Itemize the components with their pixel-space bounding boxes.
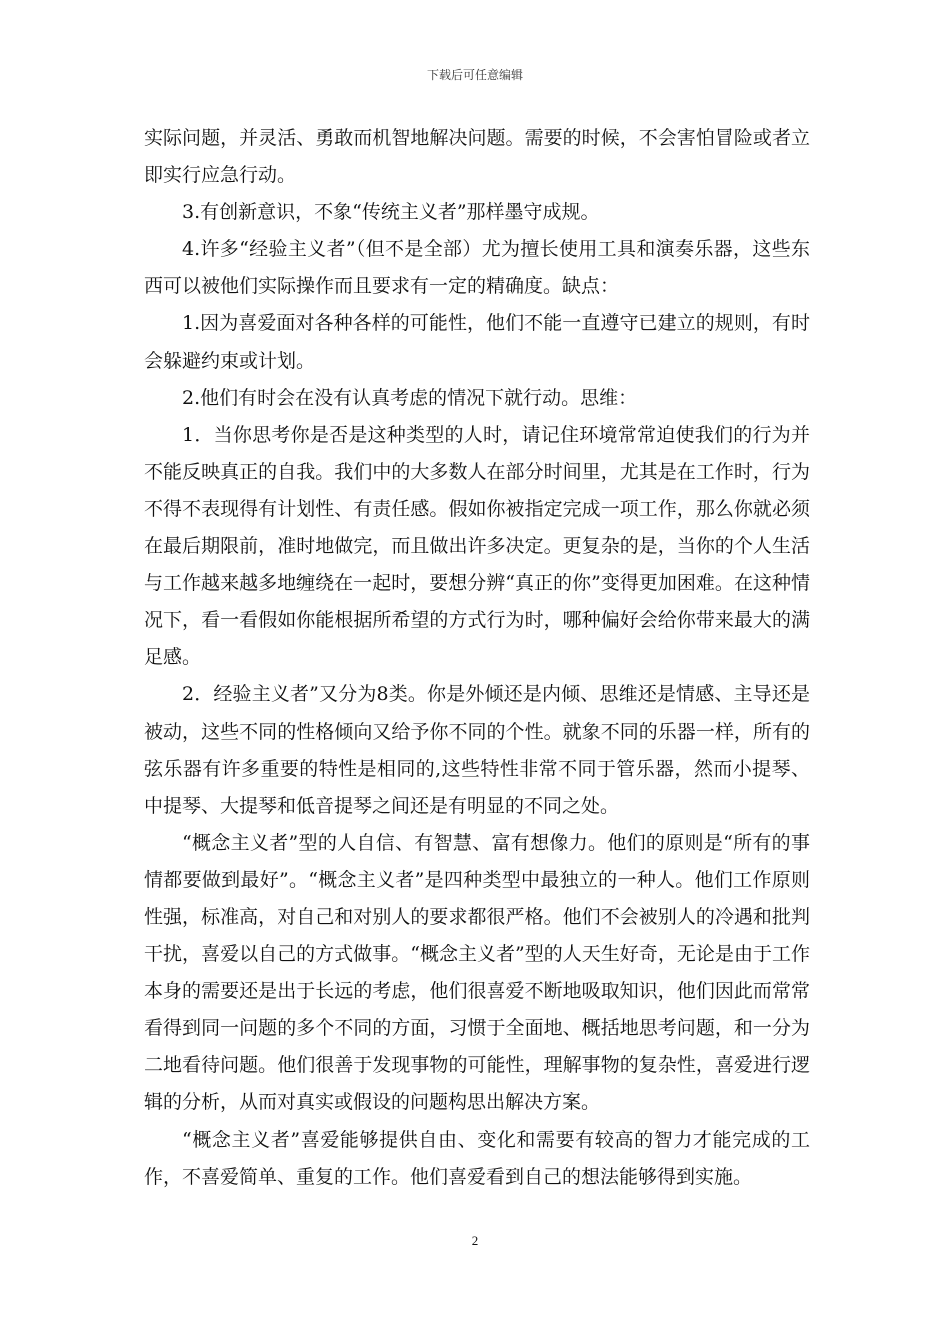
paragraph: “概念主义者”喜爱能够提供自由、变化和需要有较高的智力才能完成的工作，不喜爱简单、重复的工作。他们喜爱看到自己的想法能够得到实施。: [144, 1128, 810, 1188]
page-number: 2: [471, 1233, 479, 1248]
paragraph: 1.因为喜爱面对各种各样的可能性，他们不能一直遵守已建立的规则，有时会躲避约束或计划。: [144, 312, 810, 372]
document-body: [144, 120, 810, 1196]
paragraph: 2．经验主义者”又分为8类。你是外倾还是内倾、思维还是情感、主导还是被动，这些不同的性格倾向又给予你不同的个性。就象不同的乐器一样，所有的弦乐器有许多重要的特性是相同的,这些特性非常不同于管乐器，然而小提琴、中提琴、大提琴和低音提琴之间还是有明显的不同之处。: [144, 683, 810, 817]
paragraph: 实际问题，并灵活、勇敢而机智地解决问题。需要的时候，不会害怕冒险或者立即实行应急行动。: [144, 127, 810, 187]
paragraph: “概念主义者”型的人自信、有智慧、富有想像力。他们的原则是“所有的事情都要做到最好”。“概念主义者”是四种类型中最独立的一种人。他们工作原则性强，标准高，对自己和对别人的要求都很严格。他们不会被别人的冷遇和批判干扰，喜爱以自己的方式做事。“概念主义者”型的人天生好奇，无论是由于工作本身的需要还是出于长远的考虑，他们很喜爱不断地吸取知识，他们因此而常常看得到同一问题的多个不同的方面，习惯于全面地、概括地思考问题，和一分为二地看待问题。他们很善于发现事物的可能性，理解事物的复杂性，喜爱进行逻辑的分析，从而对真实或假设的问题构思出解决方案。: [144, 831, 810, 1114]
paragraph: 2.他们有时会在没有认真考虑的情况下就行动。思维：: [182, 386, 638, 409]
paragraph: 3.有创新意识，不象“传统主义者”那样墨守成规。: [182, 201, 600, 224]
paragraph: 1．当你思考你是否是这种类型的人时，请记住环境常常迫使我们的行为并不能反映真正的自我。我们中的大多数人在部分时间里，尤其是在工作时，行为不得不表现得有计划性、有责任感。假如你被指定完成一项工作，那么你就必须在最后期限前，准时地做完，而且做出许多决定。更复杂的是，当你的个人生活与工作越来越多地缠绕在一起时，要想分辨“真正的你”变得更加困难。在这种情况下，看一看假如你能根据所希望的方式行为时，哪种偏好会给你带来最大的满足感。: [144, 423, 810, 669]
paragraph: 4.许多“经验主义者”（但不是全部）尤为擅长使用工具和演奏乐器，这些东西可以被他们实际操作而且要求有一定的精确度。缺点：: [144, 238, 810, 298]
page-header: 下载后可任意编辑: [426, 68, 523, 82]
